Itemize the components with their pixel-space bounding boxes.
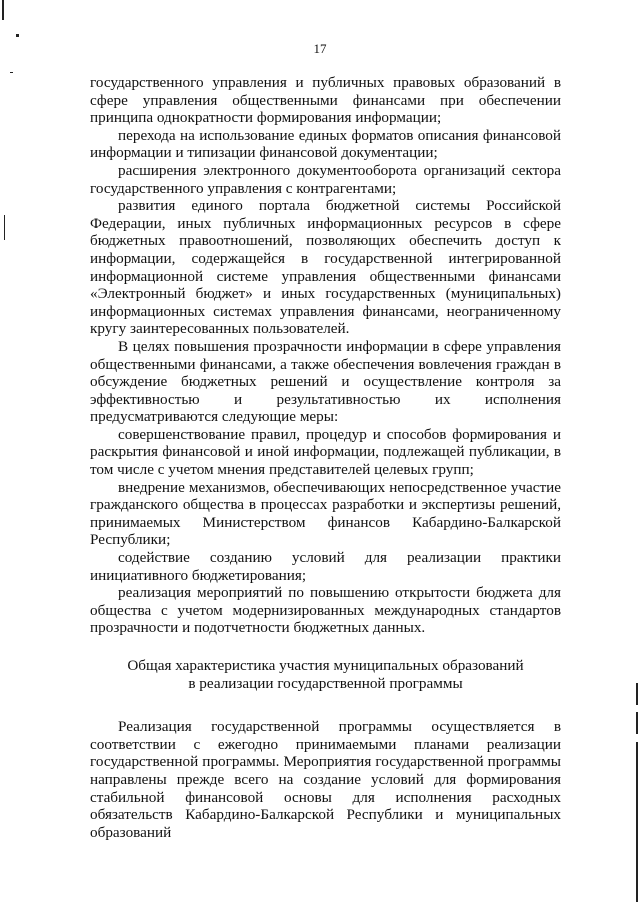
paragraph: Реализация государственной программы осуществляется в соответствии с ежегодно принимаемыми планами реализации государственной программы. Мероприятия государственной программы направлены прежде всего на создание условий для формирования стабильной финансовой основы для исполнения расходных обязательств Кабардино-Балкарской Республики и муниципальных образований (90, 718, 561, 841)
scan-mark (636, 742, 638, 902)
paragraph: внедрение механизмов, обеспечивающих непосредственное участие гражданского общества в процессах разработки и экспертизы решений, принимаемых Министерством финансов Кабардино-Балкарской Республики; (90, 478, 561, 549)
scan-mark (16, 34, 19, 37)
paragraph: развития единого портала бюджетной системы Российской Федерации, иных публичных информационных ресурсов в сфере бюджетных правоотношений, позволяющих обеспечить доступ к информации, содержащейся в государственной интегрированной информационной системе управления общественными финансами «Электронный бюджет» и иных государственных (муниципальных) информационных системах управления финансами, неограниченному кругу заинтересованных пользователей. (90, 197, 561, 338)
paragraph: совершенствование правил, процедур и способов формирования и раскрытия финансовой и иной информации, подлежащей публикации, в том числе с учетом мнения представителей целевых групп; (90, 425, 561, 479)
scan-mark (4, 215, 5, 240)
scan-mark (636, 712, 638, 734)
paragraph: В целях повышения прозрачности информации в сфере управления общественными финансами, а также обеспечения вовлечения граждан в обсуждение бюджетных решений и осуществление контроля за эффективностью и результативностью их исполнения предусматриваются следующие меры: (90, 337, 561, 426)
section-heading-line: Общая характеристика участия муниципальных образований (127, 657, 524, 674)
section-heading-line: в реализации государственной программы (188, 674, 463, 692)
scan-mark (2, 0, 4, 20)
paragraph: перехода на использование единых форматов описания финансовой информации и типизации финансовой документации; (90, 126, 561, 162)
paragraph: содействие созданию условий для реализации практики инициативного бюджетирования; (90, 549, 561, 584)
paragraph: реализация мероприятий по повышению открытости бюджета для общества с учетом модернизированных международных стандартов прозрачности и подотчетности бюджетных данных. (90, 584, 561, 637)
page-number: 17 (313, 41, 327, 56)
scan-mark (10, 72, 13, 73)
document-body (90, 74, 561, 841)
scan-mark (636, 683, 638, 705)
paragraph: расширения электронного документооборота организаций сектора государственного управления с контрагентами; (90, 161, 561, 197)
paragraph: государственного управления и публичных правовых образований в сфере управления общественными финансами при обеспечении принципа однократности формирования информации; (90, 74, 561, 127)
